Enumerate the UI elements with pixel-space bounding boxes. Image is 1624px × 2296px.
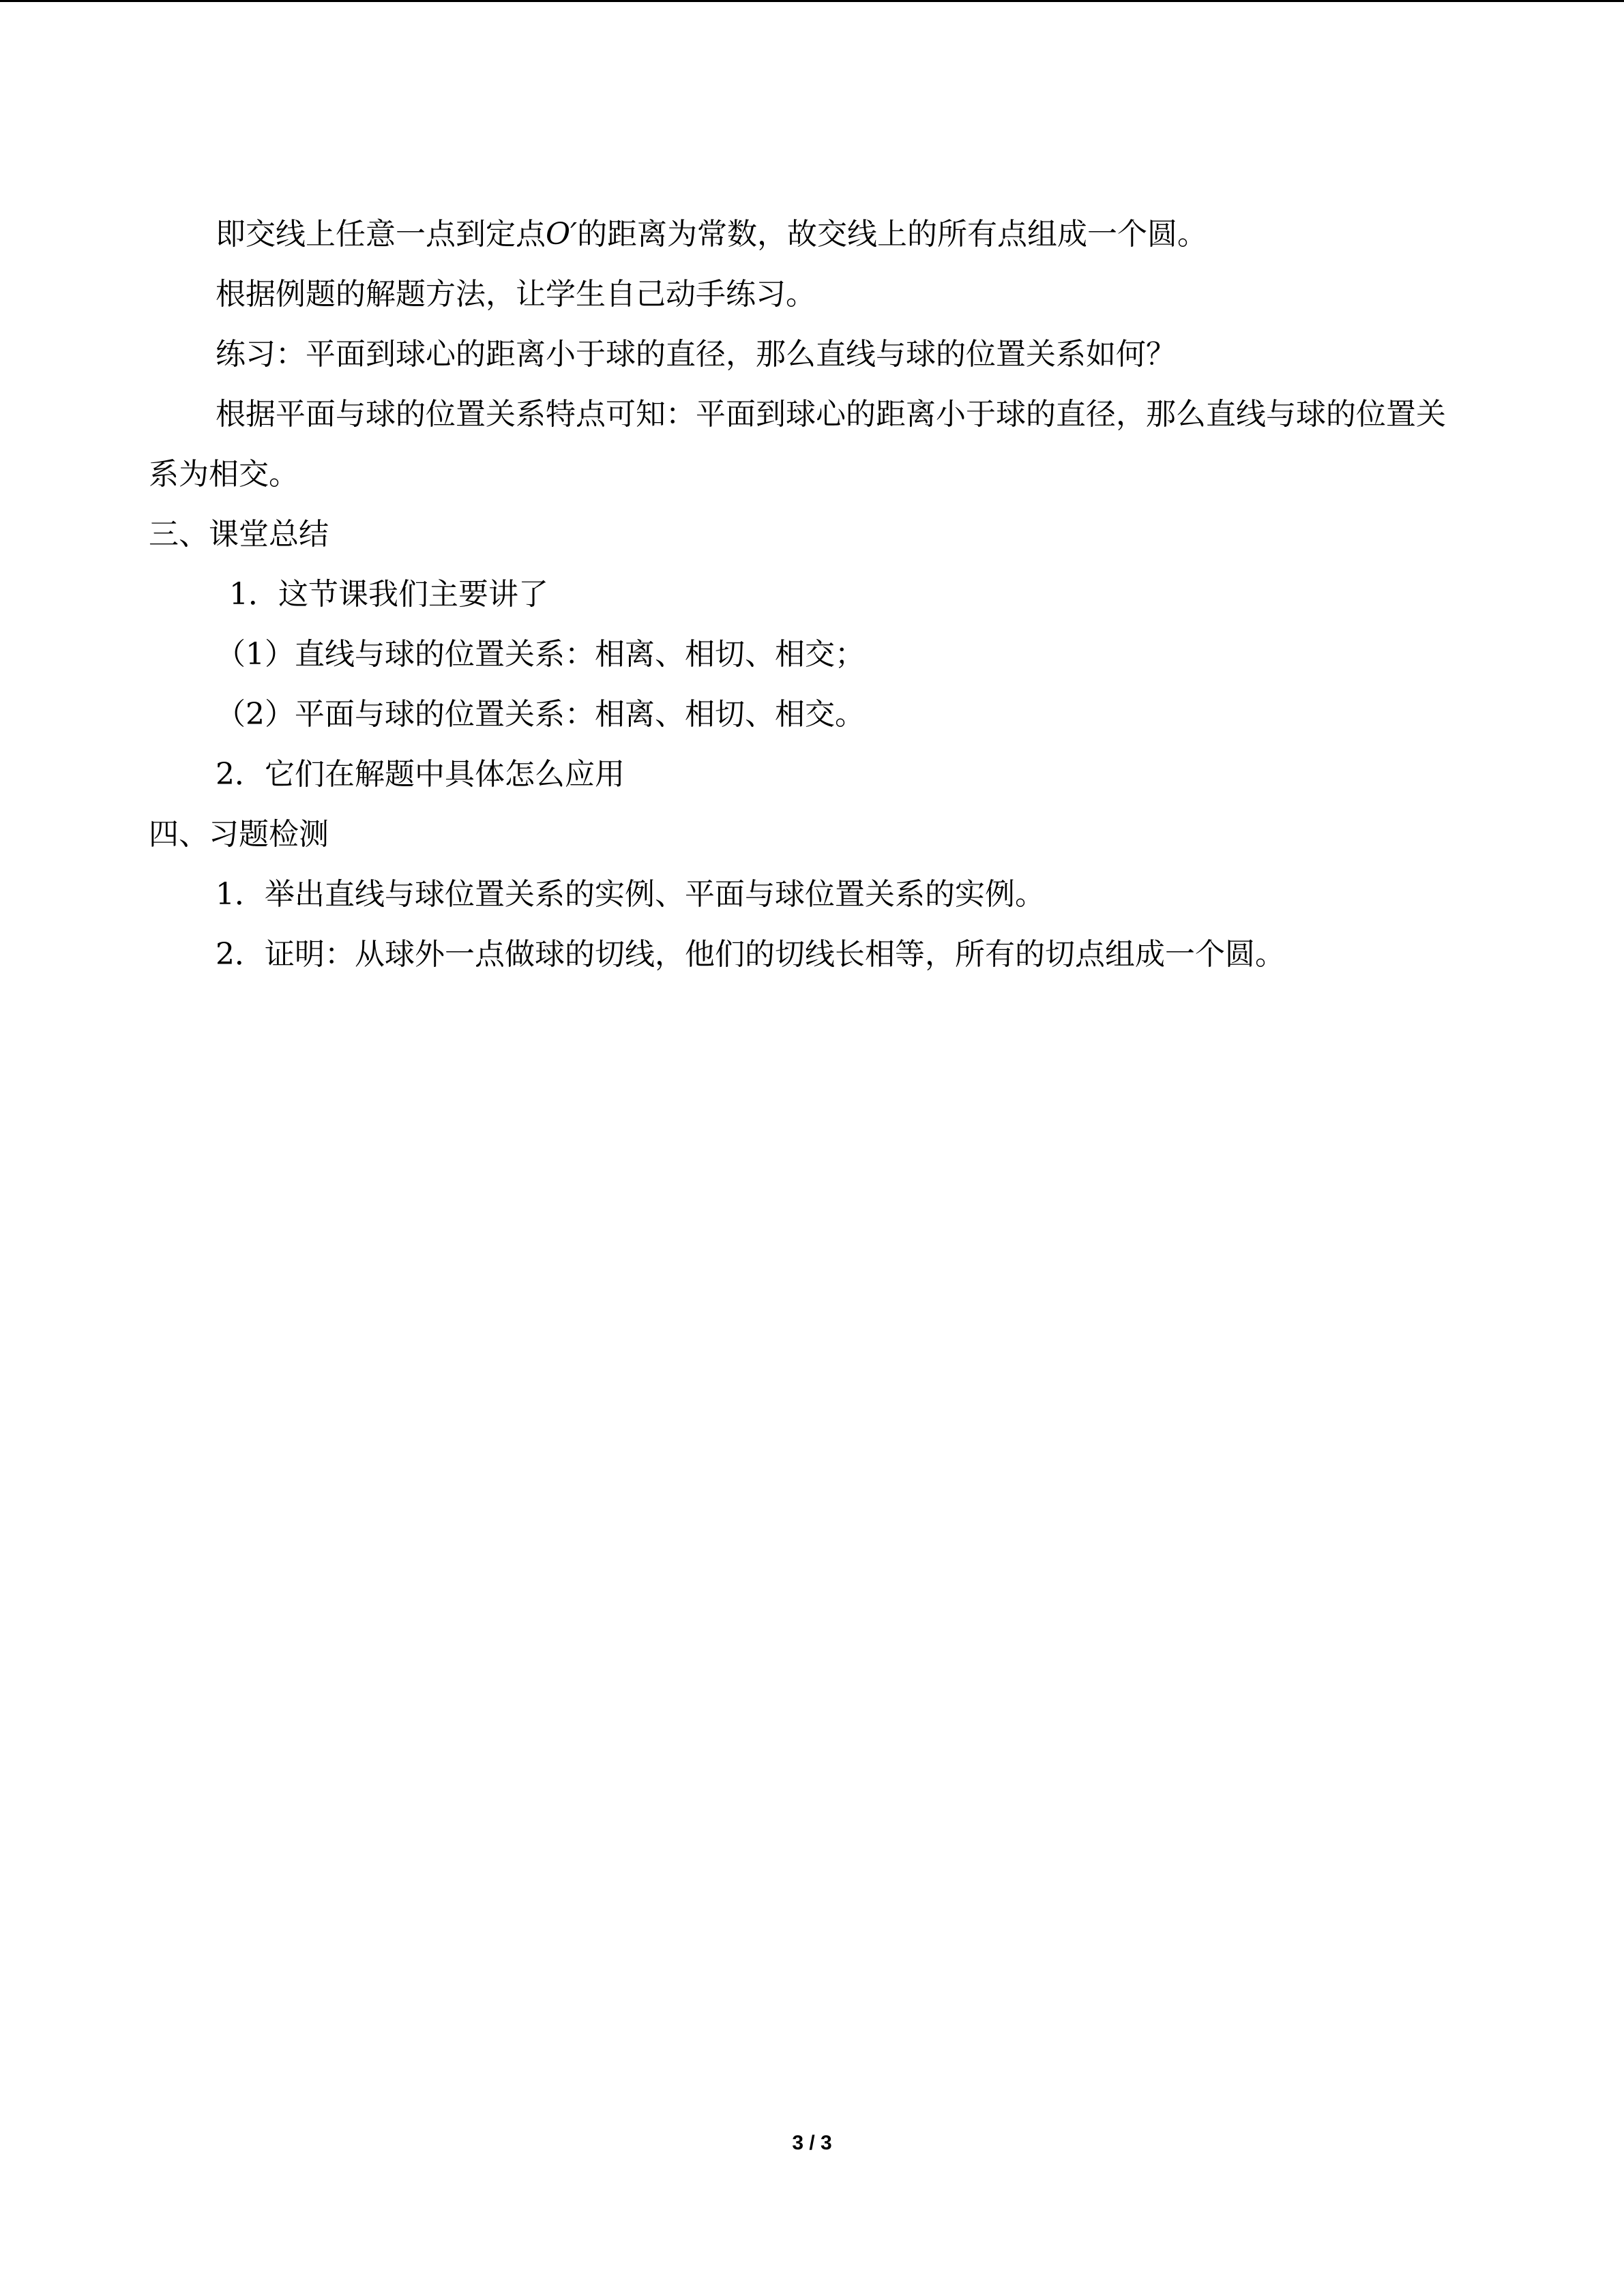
paragraph-practice-question: 练习：平面到球心的距离小于球的直径，那么直线与球的位置关系如何？ [216,337,1176,372]
section-heading-exercises: 四、习题检测 [149,817,329,852]
exercise-item-2: 2．证明：从球外一点做球的切线，他们的切线长相等，所有的切点组成一个圆。 [216,937,1285,972]
paragraph-text: 即交线上任意一点到定点 [216,217,546,252]
exercise-item-1: 1．举出直线与球位置关系的实例、平面与球位置关系的实例。 [216,877,1045,912]
paragraph-practice-answer: 根据平面与球的位置关系特点可知：平面到球心的距离小于球的直径，那么直线与球的位置关系为相交。 [149,397,1446,492]
page-top-border [0,0,1624,2]
paragraph-practice-intro: 根据例题的解题方法，让学生自己动手练习。 [216,277,816,312]
summary-subitem-plane-sphere: （2）平面与球的位置关系：相离、相切、相交。 [216,697,865,732]
point-o-prime-symbol: O′ [546,217,578,252]
summary-item-2: 2．它们在解题中具体怎么应用 [216,757,625,792]
document-body [149,205,1472,985]
summary-item-1: 1．这节课我们主要讲了 [229,577,548,612]
section-heading-summary: 三、课堂总结 [149,517,329,552]
paragraph-text: 的距离为常数，故交线上的所有点组成一个圆。 [577,217,1208,252]
summary-subitem-line-sphere: （1）直线与球的位置关系：相离、相切、相交； [216,637,865,672]
paragraph-distance-constant [149,205,1472,265]
page-number: 3 / 3 [792,2132,832,2154]
